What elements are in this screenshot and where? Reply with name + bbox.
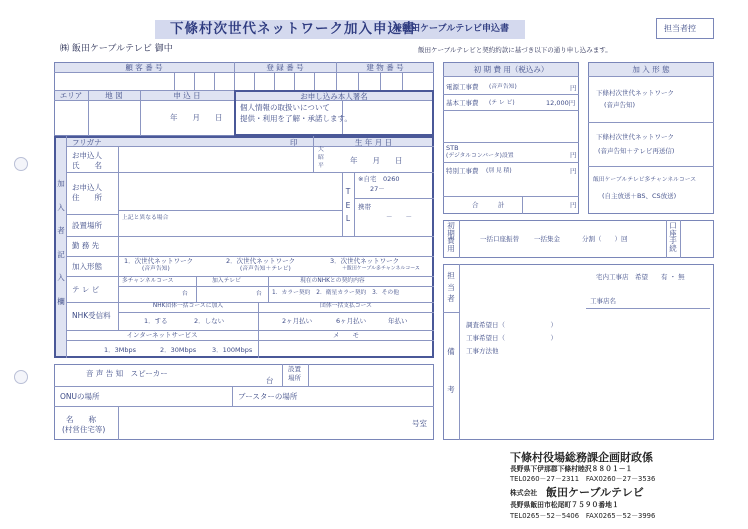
memo-label: メ モ — [333, 331, 359, 339]
company-tel: TEL0265－52－5406 FAX0265－52－3996 — [510, 512, 656, 520]
remarks-side-label: 備 考 — [447, 347, 455, 394]
speaker-unit: 台 — [266, 376, 274, 385]
nhk-group-label: NHK団体一括コースに加入 — [152, 303, 224, 309]
building-number-label: 建 物 番 号 — [366, 63, 404, 72]
map-label: 地 図 — [105, 91, 123, 100]
onu-label: ONUの場所 — [60, 392, 100, 401]
special-fee-yen: 円 — [570, 167, 577, 175]
multi-channel-label: 多チャンネルコース — [122, 278, 174, 284]
speed-30mbps[interactable]: 2．30Mbps — [160, 346, 197, 354]
pay-6-months[interactable]: 6ヶ月払い — [336, 317, 367, 325]
power-fee-yen: 円 — [570, 84, 577, 92]
punch-hole-top — [14, 157, 28, 171]
apply-date-label: 申 込 日 — [173, 91, 201, 100]
nhk-current-options[interactable]: 1．カラー契約 2．衛星カラー契約 3．その他 — [272, 290, 400, 296]
plan-option-3-note: ＋飯田ケーブル多チャンネルコース — [342, 266, 420, 272]
tv-label: テ レ ビ — [72, 285, 100, 294]
furigana-label: フリガナ — [72, 138, 102, 147]
name-label-2: 氏 名 — [72, 161, 102, 170]
signature-header: お申し込み本人署名 — [300, 92, 368, 101]
applicant-side-label: 加 入 者 記 入 欄 — [57, 179, 65, 306]
payment-installments[interactable]: 分割（ ）回 — [582, 235, 628, 243]
plan-option-2-note: (音声告知＋テレビ) — [240, 266, 291, 272]
multi-channel-unit: 台 — [182, 291, 188, 297]
apply-date-value[interactable]: 年 月 日 — [170, 113, 223, 122]
install-place-label: 設置場所 — [72, 221, 102, 230]
basic-fee-amount: 12,000円 — [546, 99, 576, 107]
speed-100mbps[interactable]: 3．100Mbps — [212, 346, 253, 354]
staff-side-label: 担 当 者 — [447, 271, 455, 303]
plan-box-2-note: (音声告知＋テレビ再送信) — [598, 147, 675, 155]
era-showa: 昭 — [318, 155, 324, 161]
era-heisei: 平 — [318, 163, 324, 169]
notice-text: 飯田ケーブルテレビと契約約款に基づき以下の通り申し込みます。 — [418, 46, 612, 54]
total-label: 合 計 — [472, 201, 505, 209]
plan-box-1: 下條村次世代ネットワーク — [596, 89, 674, 97]
area-label: エリア — [59, 91, 83, 100]
building-name-label-2: (村営住宅等) — [62, 425, 106, 434]
stb-yen: 円 — [570, 151, 577, 159]
room-label: 号室 — [412, 419, 427, 428]
form-title: 下條村次世代ネットワーク加入申込書 — [170, 21, 417, 37]
plan-box-3-note: (自主放送＋BS、CS放送) — [602, 192, 677, 200]
group-pay-label: 団体一括支払コース — [320, 303, 372, 309]
punch-hole-bottom — [14, 370, 28, 384]
speed-3mbps[interactable]: 1．3Mbps — [104, 346, 137, 354]
install-label-2: 場所 — [288, 374, 301, 382]
special-fee-label: 特別工事費 — [446, 167, 479, 175]
payment-lump-cash[interactable]: 一括集金 — [534, 235, 560, 243]
account-side-label: 口 座 手 続 — [669, 221, 677, 253]
addressee: ㈱ 飯田ケーブルテレビ 御中 — [60, 44, 173, 54]
payment-side-label: 初 期 費 用 — [447, 221, 455, 253]
plan-box-1-note: (音声告知) — [604, 101, 636, 109]
era-taisho: 大 — [318, 147, 324, 153]
nhk-group-no[interactable]: 2．しない — [194, 317, 225, 325]
basic-fee-label: 基本工事費 — [446, 99, 479, 107]
install-place-field[interactable] — [120, 222, 340, 234]
birth-date-value[interactable]: 年 月 日 — [350, 156, 403, 165]
company-address: 長野県飯田市松尾町７５９０番地１ — [510, 501, 619, 509]
tel-mobile[interactable]: 携帯 — [358, 203, 371, 211]
plan-label: 加入形態 — [72, 262, 102, 271]
builder-wish[interactable]: 宅内工事店 希望 有 ・ 無 — [596, 273, 685, 281]
address-field[interactable] — [120, 174, 340, 210]
fees-header: 初 期 費 用（税込み） — [473, 65, 549, 74]
tel-side-label: T E L — [345, 187, 351, 223]
address-label-2: 住 所 — [72, 193, 102, 202]
office-tel: TEL0260－27－2311 FAX0260－27－3536 — [510, 475, 656, 483]
address-label-1: お申込人 — [72, 183, 102, 192]
customer-number-label: 顧 客 番 号 — [125, 63, 163, 72]
payment-lump-transfer[interactable]: 一括口座振替 — [480, 235, 519, 243]
power-fee-label: 電源工事費 — [446, 83, 479, 91]
work-method: 工事方法他 — [466, 347, 499, 355]
applicant-name-field[interactable] — [120, 148, 310, 170]
nhk-current-label: 現在のNHKとの契約内容 — [300, 278, 365, 284]
nhk-fee-label: NHK受信料 — [72, 311, 111, 320]
name-label-1: お申込人 — [72, 151, 102, 160]
plan-option-3[interactable]: 3．次世代ネットワーク — [330, 257, 400, 265]
pay-yearly[interactable]: 年払い — [388, 317, 408, 325]
workplace-field[interactable] — [120, 238, 430, 254]
office-name: 下條村役場総務課企画財政係 — [510, 451, 653, 464]
staff-copy-label: 担当者控 — [664, 24, 696, 33]
office-address: 長野県下伊那郡下條村睦沢８８０１－１ — [510, 465, 633, 473]
nhk-group-yes[interactable]: 1．する — [144, 317, 168, 325]
plan-option-1-note: (音声告知) — [142, 266, 170, 272]
special-fee-note: (別 見 積) — [486, 168, 512, 174]
power-fee-note: (音声告知) — [489, 84, 517, 90]
total-yen: 円 — [570, 201, 577, 209]
stb-label-2: (デジタルコンバータ)設置 — [446, 153, 514, 159]
building-name-label-1: 名 称 — [66, 415, 96, 424]
plan-box-header: 加 入 形 態 — [632, 65, 670, 74]
tel-home[interactable]: ※自宅 0260 — [358, 175, 400, 183]
company-prefix: 株式会社 — [510, 489, 538, 497]
add-tv-unit: 台 — [256, 291, 262, 297]
plan-box-2: 下條村次世代ネットワーク — [596, 133, 674, 141]
registration-number-label: 登 録 番 号 — [266, 63, 304, 72]
speaker-label: 音 声 告 知 スピーカー — [86, 369, 168, 378]
privacy-text-1: 個人情報の取扱いについて — [240, 103, 330, 112]
tel-mobile-dash: － － — [386, 213, 412, 221]
plan-option-1[interactable]: 1．次世代ネットワーク — [124, 257, 194, 265]
install-place-note: 上記と異なる場合 — [122, 215, 169, 221]
stb-label-1: STB — [446, 144, 459, 152]
seal-label: 印 — [290, 138, 298, 147]
workplace-label: 勤 務 先 — [72, 241, 100, 250]
builder-name-label: 工事店名 — [590, 297, 616, 305]
plan-option-2[interactable]: 2．次世代ネットワーク — [226, 257, 296, 265]
tel-home-number: 27－ — [370, 185, 385, 193]
work-date[interactable]: 工事希望日（ ） — [466, 334, 557, 342]
pay-2-months[interactable]: 2ヶ月払い — [282, 317, 313, 325]
booster-label: ブースターの場所 — [238, 392, 298, 401]
add-tv-label: 加入テレビ — [212, 278, 241, 284]
basic-fee-note: (テ レ ビ) — [489, 100, 515, 106]
internet-label: インターネットサービス — [126, 331, 198, 339]
plan-box-3: 飯田ケーブルテレビ多チャンネルコース — [593, 177, 697, 183]
birth-label: 生 年 月 日 — [354, 138, 393, 147]
company-name: 飯田ケーブルテレビ — [546, 486, 644, 499]
install-label-1: 設置 — [288, 365, 301, 373]
privacy-text-2: 提供・利用を了解・承諾します。 — [240, 114, 352, 123]
survey-date[interactable]: 調査希望日（ ） — [466, 321, 557, 329]
form-subtitle: 兼飯田ケーブルテレビ申込書 — [393, 24, 510, 34]
